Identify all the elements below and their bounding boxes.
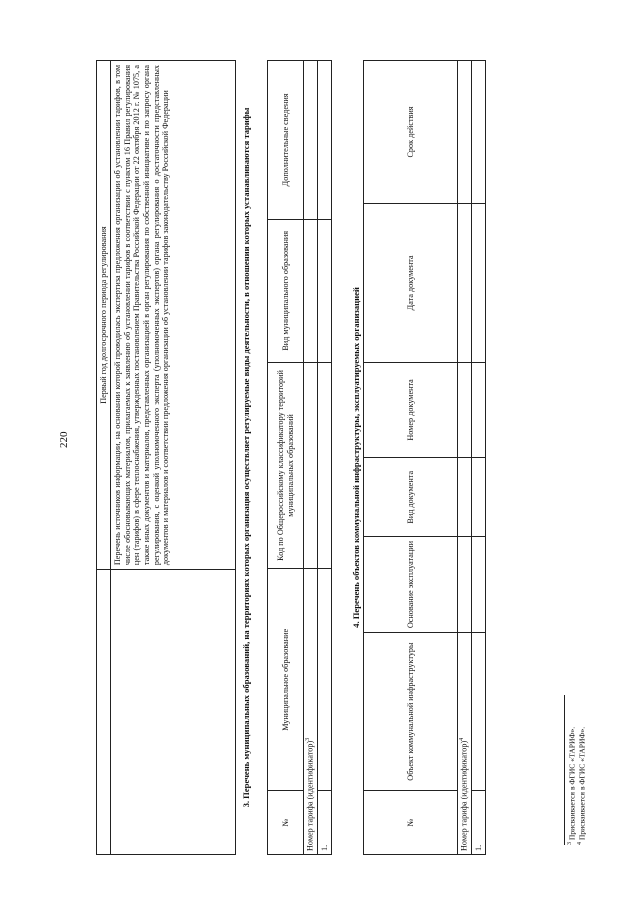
regulation-period-header: Первый год долгосрочного периода регулирования bbox=[97, 61, 111, 570]
col-number: № bbox=[268, 791, 304, 855]
footnotes bbox=[564, 695, 587, 845]
col-oktmo-code: Код по Общероссийскому классификатору территорий муниципальных образований bbox=[268, 362, 304, 568]
footnote-3: $^3$ Присваивается в ФГИС «ТАРИФ». bbox=[567, 726, 577, 845]
page-number: 220 bbox=[58, 431, 70, 448]
section4-title: 4. Перечень объектов коммунальной инфраструктуры, эксплуатируемых организацией bbox=[351, 287, 361, 628]
col-municipality-type: Вид муниципального образования bbox=[268, 219, 304, 362]
col-document-type: Вид документа bbox=[364, 458, 458, 537]
col-additional-info: Дополнительные сведения bbox=[268, 61, 304, 220]
regulation-table bbox=[96, 60, 236, 855]
col-number: № bbox=[364, 791, 458, 855]
tariff-number-row: Номер тарифа (идентификатор)$^4$ bbox=[458, 632, 472, 854]
infrastructure-table bbox=[363, 60, 486, 855]
tariff-number-row: Номер тарифа (идентификатор)$^3$ bbox=[304, 569, 318, 855]
footnote-rule bbox=[564, 695, 565, 845]
col-document-number: Номер документа bbox=[364, 362, 458, 457]
footnote-4: $^4$ Присваивается в ФГИС «ТАРИФ». bbox=[577, 726, 587, 845]
row-number: 1. bbox=[472, 791, 486, 855]
col-validity-period: Срок действия bbox=[364, 61, 458, 204]
rotated-content bbox=[96, 60, 601, 855]
empty-value-cell bbox=[111, 570, 236, 855]
empty-header-cell bbox=[97, 570, 111, 855]
col-municipality: Муниципальное образование bbox=[268, 569, 304, 791]
col-infrastructure-object: Объект коммунальной инфраструктуры bbox=[364, 632, 458, 791]
sources-paragraph: Перечень источников информации, на основании которой проводилась экспертиза предложения организации об установлении тарифов, в том числе обосновывающих материалов, прилагаемых к заявлению об установлении тарифов в соответствии с пунктом 16 Правил регулирования цен (тарифов) в сфере теплоснабжения, утвержденных постановлением Правительства Российской Федерации от 22 октября 2012 г. № 1075, а также иных документов и материалов, представленных организацией в орган регулирования по собственной инициативе и по запросу органа регулирования, с оценкой уполномоченного эксперта (уполномоченных экспертов) органа регулирования о достаточности представленных документов и материалов и соответствии предложения организации об установлении тарифов законодательству Российской Федерации bbox=[111, 61, 236, 570]
col-document-date: Дата документа bbox=[364, 203, 458, 362]
municipal-table bbox=[267, 60, 332, 855]
col-operation-basis: Основание эксплуатации bbox=[364, 537, 458, 632]
section3-title: 3. Перечень муниципальных образований, на территориях которых организация осуществляет регулируемые виды деятельности, в отношении которых устанавливаются тарифы bbox=[241, 107, 251, 808]
row-number: 1. bbox=[318, 791, 332, 855]
